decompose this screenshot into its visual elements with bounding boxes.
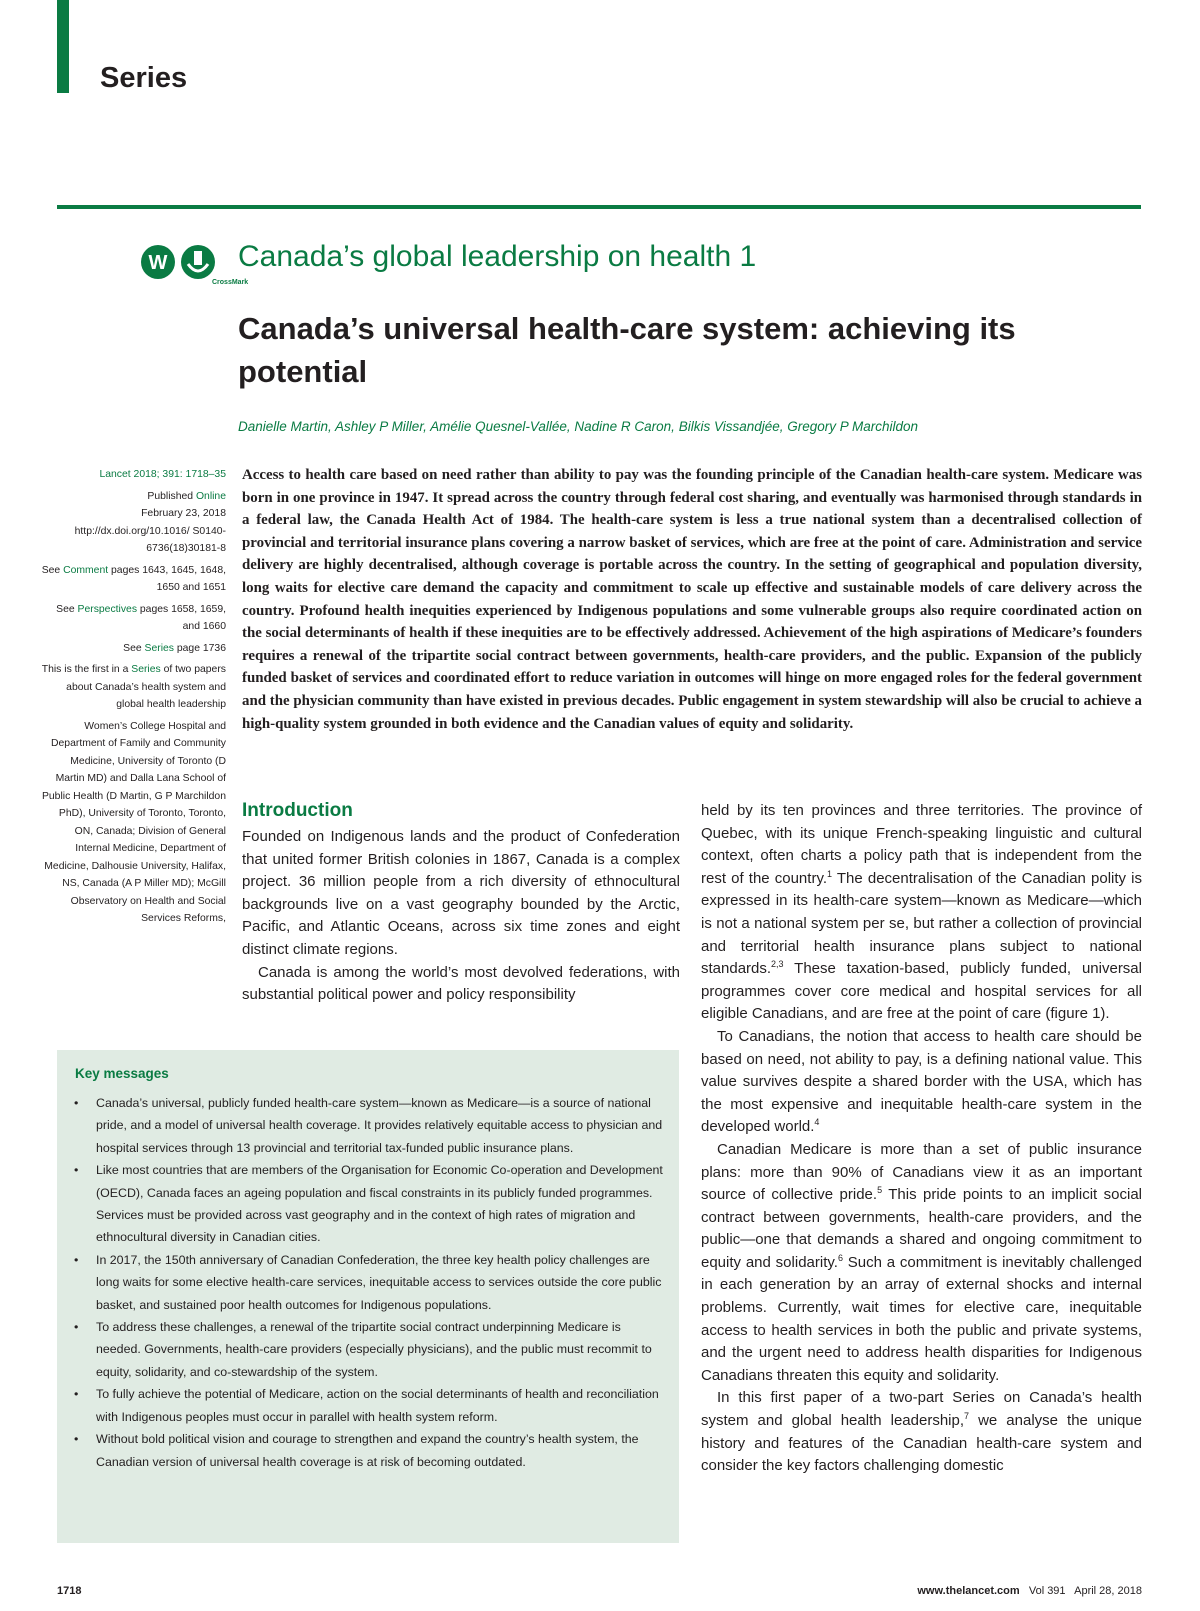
series-accent-bar (57, 0, 69, 93)
open-access-logo-icon (141, 245, 175, 279)
series-title: Canada’s global leadership on health 1 (238, 240, 757, 273)
list-item: • To fully achieve the potential of Medicare, action on the social determinants of health and reconciliation with Indigenous peoples must occur in parallel with health system reform. (71, 1383, 667, 1428)
header-rule (57, 205, 1141, 209)
reference[interactable]: 2,3 (771, 959, 784, 970)
list-item: • Without bold political vision and courage to strengthen and expand the country’s health system, the Canadian version of universal health coverage is at risk of becoming outdated. (71, 1428, 667, 1473)
bullet-icon: • (74, 1432, 79, 1447)
reference[interactable]: 6 (837, 1252, 843, 1263)
reference[interactable]: 1 (827, 868, 833, 879)
paragraph: Canada is among the world’s most devolved federations, with substantial political power and policy responsibility (242, 963, 680, 1004)
introduction-heading: Introduction (242, 800, 353, 821)
affiliations: Women’s College Hospital and Department of Family and Community Medicine, University of Toronto (D Martin MD) and Dalla Lana School of Public Health (D Martin, G P Marchildon PhD), University of Toronto, Toronto, ON, Canada; Division of General Internal Medicine, Department of Medicine, Dalhousie University, Halifax, NS, Canada (A P Miller MD); McGill Observatory on Health and Social Services Reforms, (41, 720, 226, 924)
abstract: Access to health care based on need rather than ability to pay was the founding principle of the Canadian health-care system. Medicare was born in one province in 1947. It spread across the country through federal cost sharing, and eventually was harmonised through standards in a federal law, the Canada Health Act of 1984. The health-care system is less a true national system than a decentralised collection of provincial and territorial insurance plans covering a narrow basket of services, which are free at the point of care. Administration and service delivery are highly decentralised, although coverage is portable across the country. In the setting of geographical and population diversity, long waits for elective care demand the capacity and commitment to scale up effective and sustainable models of care delivery across the country. Profound health inequities experienced by Indigenous populations and some vulnerable groups also require coordinated action on the social determinants of health if these inequities are to be effectively addressed. Achievement of the high aspirations of Medicare’s founders requires a renewal of the tripartite social contract between governments, health-care providers, and the public. Expansion of the publicly funded basket of services and coordinated effort to reduce variation in outcomes will hinge on more engaged roles for the federal government and the physician community than have existed in previous decades. Public engagement in system stewardship will also be crucial to achieve a high-quality system grounded in both evidence and the Canadian values of equity and solidarity. (242, 467, 1142, 732)
comment-link[interactable]: Comment (63, 564, 109, 576)
body-column-2 (701, 800, 1142, 1478)
paragraph: In this first paper of a two-part Series on Canada’s health system and global health leadership,$^7$ we analyse the unique history and features of the Canadian health-care system and consider the key factors challenging domestic (701, 1389, 1142, 1475)
bullet-icon: • (74, 1252, 79, 1267)
see-perspectives: See Perspectives pages 1658, 1659, and 1660 (56, 603, 226, 632)
published-online: Published Online February 23, 2018 http://dx.doi.org/10.1016/ S0140-6736(18)30181-8 (74, 490, 226, 554)
margin-notes (40, 466, 226, 932)
series-note: This is the first in a Series of two papers about Canada’s health system and global health leadership (41, 664, 226, 710)
list-item: • To address these challenges, a renewal of the tripartite social contract underpinning Medicare is needed. Governments, health-care providers (especially physicians), and the public must recommit to equity, solidarity, and co-stewardship of the system. (71, 1316, 667, 1383)
published-online-link[interactable]: Online (195, 490, 226, 502)
svg-text:W: W (148, 252, 168, 274)
doi-link[interactable]: http://dx.doi.org/10.1016/ S0140-6736(18)30181-8 (74, 525, 226, 554)
reference[interactable]: 7 (964, 1411, 970, 1422)
key-messages-heading: Key messages (75, 1066, 169, 1081)
reference[interactable]: 4 (814, 1117, 820, 1128)
published-date: February 23, 2018 (141, 508, 226, 519)
list-item: • In 2017, the 150th anniversary of Canadian Confederation, the three key health policy challenges are long waits for some elective health-care services, inequitable access to services outside the core public basket, and sustained poor health outcomes for Indigenous populations. (71, 1249, 667, 1316)
paragraph: To Canadians, the notion that access to health care should be based on need, not ability to pay, is a defining national value. This value survives despite a shared border with the USA, which has the most expensive and inequitable health-care system in the developed world.$^4$ (701, 1027, 1142, 1136)
volume: Vol 391 (1028, 1585, 1066, 1597)
bullet-icon: • (74, 1096, 79, 1110)
author-list: Danielle Martin, Ashley P Miller, Amélie Quesnel-Vallée, Nadine R Caron, Bilkis Vissandjée, Gregory P Marchildon (238, 419, 919, 434)
key-messages-panel (57, 1050, 679, 1543)
citation: Lancet 2018; 391: 1718–35 (99, 469, 226, 480)
page-number: 1718 (57, 1585, 82, 1597)
see-series: See Series page 1736 (123, 642, 226, 654)
see-comment: See Comment pages 1643, 1645, 1648, 1650 and 1651 (41, 564, 226, 593)
paragraph: held by its ten provinces and three territories. The province of Quebec, with its unique French-speaking linguistic and cultural context, often charts a policy path that is independent from the rest of the country.$^1$ The decentralisation of the Canadian polity is expressed in its health-care system—known as Medicare—which is not a national system per se, but rather a collection of provincial and territorial health insurance plans subject to national standards.$^{2,3}$ These taxation-based, publicly funded, universal programmes cover core medical and hospital services for all eligible Canadians, and are free at the point of care (figure 1). (701, 802, 1142, 1023)
bullet-icon: • (74, 1163, 79, 1178)
journal-logos (140, 244, 250, 286)
bullet-icon: • (74, 1387, 79, 1402)
paragraph: Canadian Medicare is more than a set of public insurance plans: more than 90% of Canadians view it as an important source of collective pride.$^5$ This pride points to an implicit social contract between governments, health-care providers, and the public—one that demands a shared and ongoing commitment to equity and solidarity.$^6$ Such a commitment is inevitably challenged in each generation by an array of external shocks and internal problems. Currently, wait times for elective care, inequitable access to health services in both the public and private systems, and the urgent need to address health disparities for Indigenous Canadians threaten this equity and solidarity. (701, 1140, 1143, 1384)
body-column-1 (242, 800, 680, 1007)
list-item: • Like most countries that are members of the Organisation for Economic Co-operation and Development (OECD), Canada faces an ageing population and fiscal constraints in its publicly funded programmes. Services must be provided across vast geography and in the context of high rates of migration and ethnocultural diversity in Canadian cities. (71, 1159, 667, 1249)
section-label: Series (100, 62, 188, 94)
list-item: • Canada’s universal, publicly funded health-care system—known as Medicare—is a source of national pride, and a model of universal health coverage. It provides relatively equitable access to physician and hospital services through 13 provincial and territorial tax-funded public insurance plans. (71, 1092, 667, 1159)
paragraph: Founded on Indigenous lands and the product of Confederation that united former British colonies in 1867, Canada is a complex project. 36 million people from a rich diversity of ethnocultural backgrounds live on a vast geography bounded by the Arctic, Pacific, and Atlantic Oceans, across six time zones and eight distinct climate regions. (242, 828, 680, 958)
journal-website[interactable]: www.thelancet.com (917, 1585, 1020, 1597)
paper-title: Canada’s universal health-care system: achieving its potential (238, 311, 1016, 389)
bullet-icon: • (74, 1320, 79, 1335)
crossmark-label: CrossMark (212, 279, 249, 286)
perspectives-link[interactable]: Perspectives (77, 603, 138, 615)
series-link[interactable]: Series (144, 642, 174, 654)
key-messages-list (71, 1092, 667, 1473)
series-note-link[interactable]: Series (131, 664, 161, 675)
issue-date: April 28, 2018 (1074, 1585, 1142, 1597)
footer-info (700, 1585, 1142, 1597)
reference[interactable]: 5 (877, 1185, 883, 1196)
